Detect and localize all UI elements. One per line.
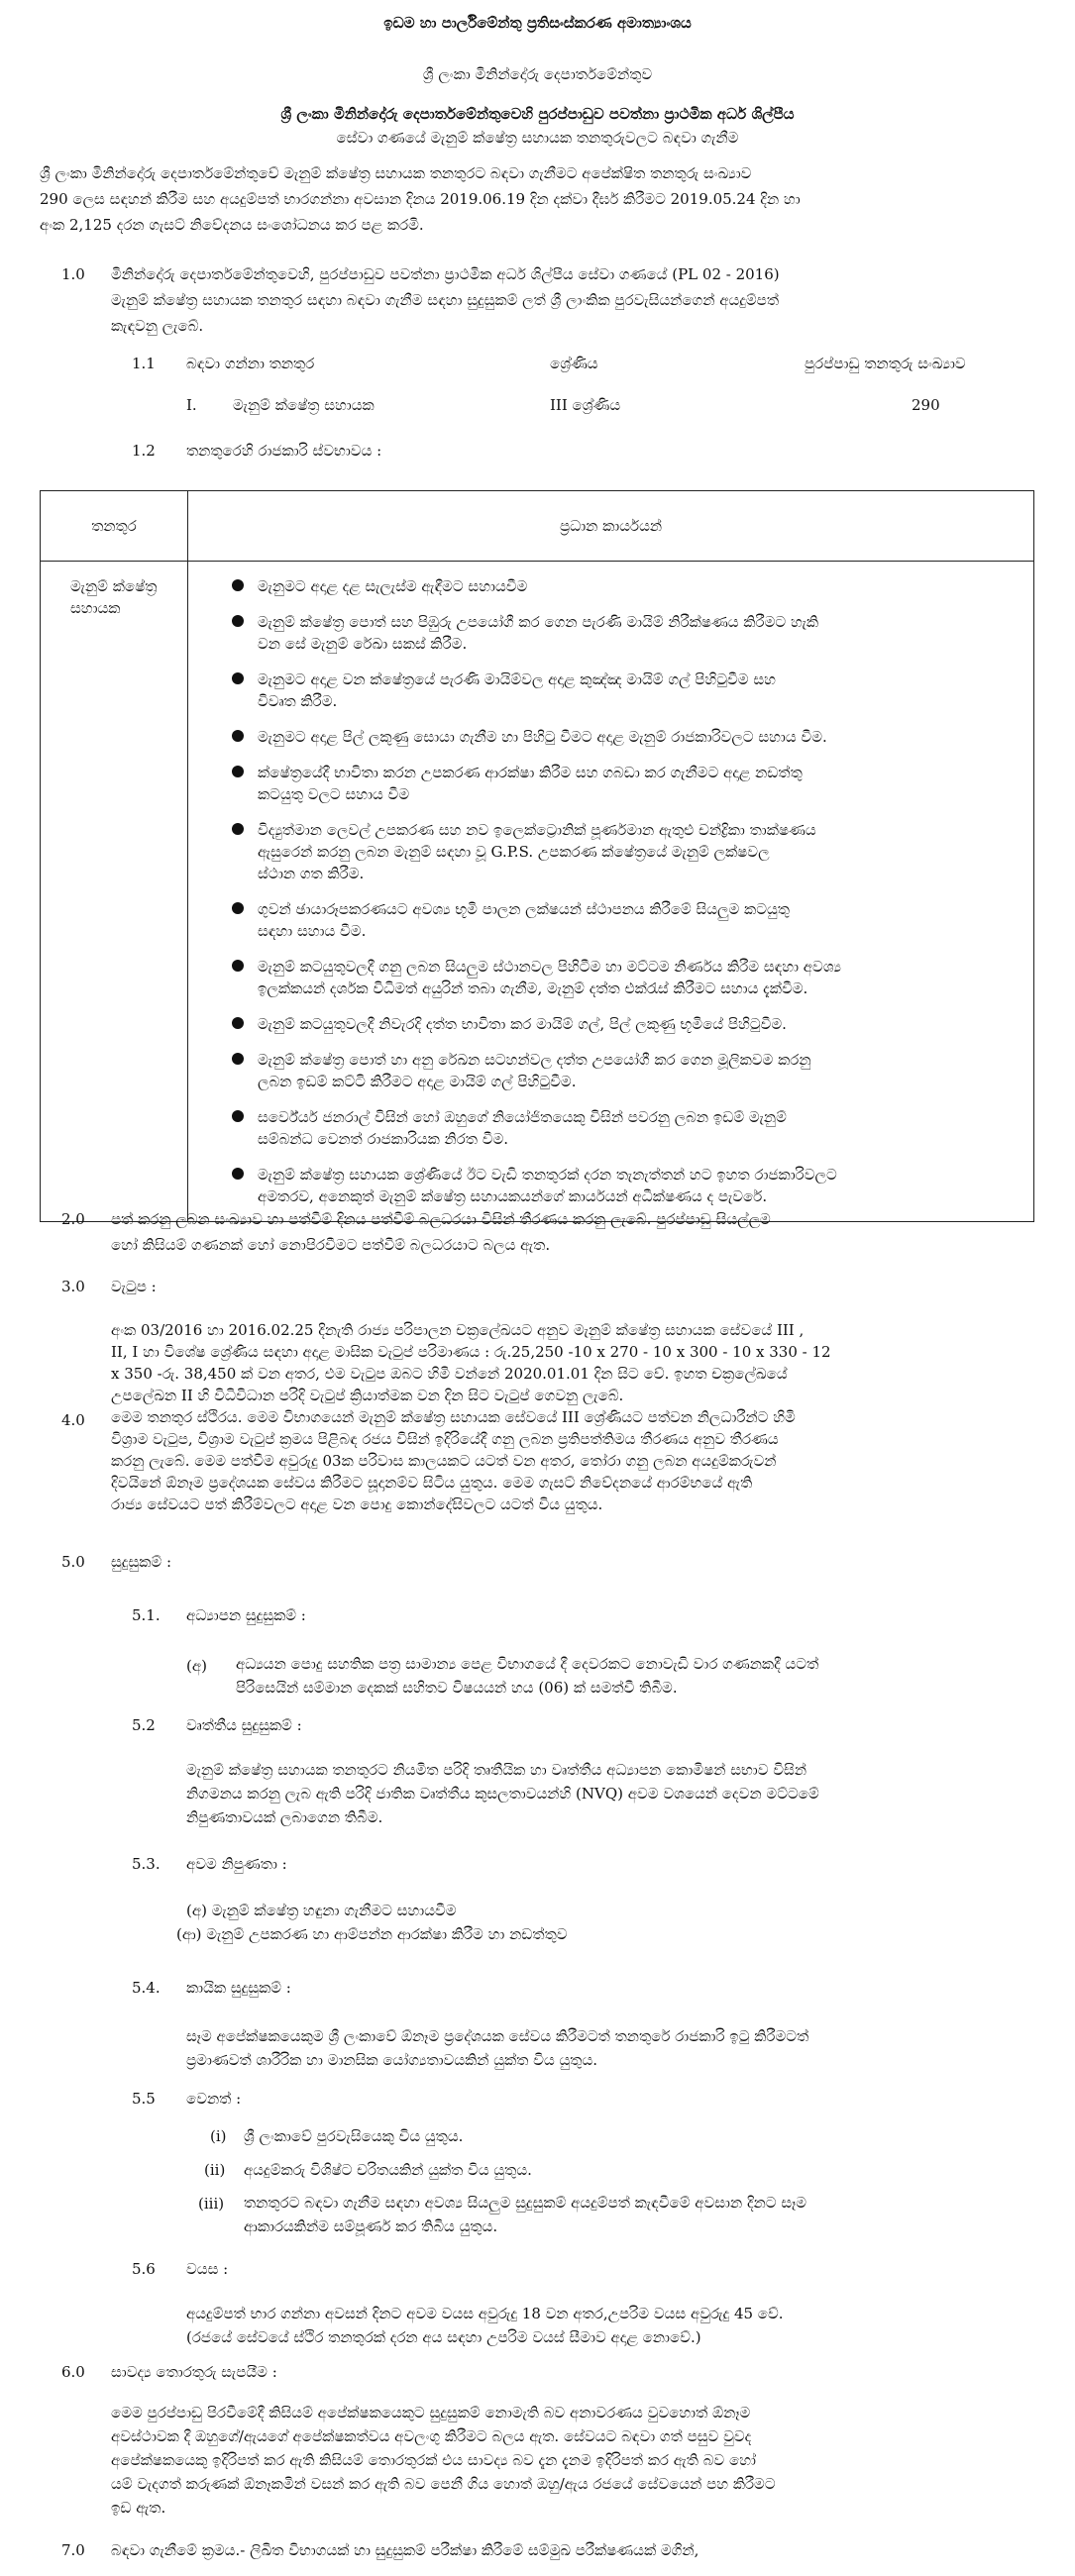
duty-text-line: මැනුමට අදාළ වන ක්ෂේත්‍රයේ පැරණි මායිම්වල අදාළ කුඤ්ඤ මායිම් ගල් පිහිටුවීම සහ: [258, 670, 776, 688]
section-5-5-heading: වෙනත් :: [186, 2090, 242, 2108]
section-5-number: 5.0: [61, 1553, 85, 1571]
duty-text-line: මැනුමට අදාළ පිල් ලකුණු සොයා ගැනීම හා පිහිටු වීමට අදාළ මැනුම් රාජකාරිවලට සහාය වීම.: [258, 728, 827, 746]
section-5-6-heading: වයස :: [186, 2260, 229, 2278]
vacancy-col-grade: ශ්‍රේණිය: [550, 355, 598, 372]
section-6-heading: සාවද්‍ය තොරතුරු සැපයීම :: [111, 2363, 277, 2381]
duty-text-line: කටයුතු වලට සහාය වීම: [258, 785, 410, 803]
section-4-line: විශ්‍රාම වැටුප, විශ්‍රාම වැටුප් ක්‍රමය පිළිබඳ රජය විසින් ඉදිරියේදී ගනු ලබන ප්‍රතිපත්තිමය තීරණය අනුව තීරණය: [111, 1430, 779, 1448]
vacancy-row-count: 290: [912, 396, 940, 414]
section-5-2-number: 5.2: [132, 1716, 156, 1734]
section-1-line: කැඳවනු ලැබේ.: [111, 317, 204, 335]
section-5-4-number: 5.4.: [132, 1979, 161, 1997]
bullet-icon: [232, 1168, 244, 1180]
section-6-line: අපේක්ෂකයෙකු ඉදිරිපත් කර ඇති කිසියම් තොරතුරක් එය සාවද්‍ය බව දැන දැනම ඉදිරිපත් කර ඇති බව හෝ: [111, 2451, 756, 2469]
section-6-line: ඉඩ ඇත.: [111, 2499, 166, 2517]
section-5-2-line: නිගමනය කරනු ලැබ ඇති පරිදි ජාතික වෘත්තීය කුසලතාවයන්හි (NVQ) අවම වශයෙන් දෙවන මට්ටමේ: [186, 1785, 819, 1803]
bullet-icon: [232, 730, 244, 742]
section-5-6-line: (රජයේ සේවයේ ස්ථිර තනතුරක් දරන අය සඳහා උපරිම වයස් සීමාව අදාළ නොවේ.): [186, 2328, 701, 2346]
other-marker: (iii): [198, 2195, 225, 2213]
section-4-line: රාජ්‍ය සේවයට පත් කිරීම්වලට අදාළ වන පොදු කොන්දේසිවලට යටත් විය යුතුය.: [111, 1495, 603, 1513]
bullet-icon: [232, 823, 244, 835]
section-2-line: පත් කරනු ලබන සංඛ්‍යාව හා පත්වීම් දිනය පත්වීම් බලධරයා විසින් තීරණය කරනු ලැබේ. පුරප්පාඩු සියල්ලම: [111, 1210, 771, 1228]
duties-col-duties-header: ප්‍රධාන කාර්යයන්: [188, 491, 1034, 562]
post-title: සේවා ගණයේ මැනුම් ක්ෂේත්‍ර සහායක තනතුරුවලට බඳවා ගැනීම: [336, 129, 739, 147]
duty-text-line: මැනුම් කටයුතුවලදී නිවැරදි දත්ත භාවිතා කර මායිම් ගල්, පිල් ලකුණු භූමියේ පිහිටුවීම.: [258, 1015, 787, 1033]
section-2-line: හෝ කිසියම් ගණනක් හෝ නොපිරවීමට පත්වීම් බලධරයාට බලය ඇත.: [111, 1236, 551, 1254]
section-5-1-line: පිරිසෙයින් සම්මාන දෙකක් සහිතව විෂයයන් හය (06) ක් සමත්වී තිබීම.: [236, 1679, 678, 1697]
duty-item: [188, 1164, 1023, 1207]
duty-text-line: ක්ෂේත්‍රයේදී භාවිතා කරන උපකරණ ආරක්ෂා කිරීම සහ ගබඩා කර ගැනීමට අදාළ නඩත්තු: [258, 764, 803, 781]
bullet-icon: [232, 615, 244, 627]
intro-line: 290 ලෙස සඳහන් කිරීම සහ අයදුම්පත් භාරගන්නා අවසාන දිනය 2019.06.19 දින දක්වා දීර්ඝ කිරීමට 2019.05.24 දින හා: [40, 190, 801, 208]
other-item: [244, 2191, 1026, 2238]
section-3-line: උපලේඛන II හි විධිවිධාන පරිදි වැටුප් ක්‍රියාත්මක වන දින සිට වැටුප් ගෙවනු ලැබේ.: [111, 1387, 624, 1404]
duty-item: [188, 1106, 1023, 1150]
section-6-number: 6.0: [61, 2363, 85, 2381]
duty-text-line: මැනුම් ක්ෂේත්‍ර සහායක ශ්‍රේණියේ ඊට වැඩි තනතුරක් දරන තැනැත්තන් හට ඉහත රාජකාරිවලට: [258, 1166, 837, 1184]
other-item-line: ආකාරයකින්ම සම්පූර්ණ කර තිබිය යුතුය.: [244, 2217, 498, 2235]
duty-item: [188, 1049, 1023, 1092]
duty-item: [188, 956, 1023, 999]
section-5-3-number: 5.3.: [132, 1855, 161, 1873]
section-3-line: අංක 03/2016 හා 2016.02.25 දිනැති රාජ්‍ය පරිපාලන චක්‍රලේඛයට අනුව මැනුම් ක්ෂේත්‍ර සහායක සේවයේ III ,: [111, 1321, 805, 1339]
ministry-name: ඉඩම හා පාර්ලිමේන්තු ප්‍රතිසංස්කරණ අමාත්‍යාංශය: [383, 14, 692, 32]
duties-list-cell: [188, 562, 1034, 1222]
section-7-number: 7.0: [61, 2541, 85, 2559]
section-5-2-heading: වෘත්තීය සුදුසුකම් :: [186, 1716, 302, 1734]
section-5-1-number: 5.1.: [132, 1606, 161, 1624]
bullet-icon: [232, 579, 244, 591]
duty-text-line: විද්‍යුත්මාන ලෙවල් උපකරණ සහ නව ඉලෙක්ට්‍රොනික් පූර්ණමාන ඇතුළු චන්ද්‍රිකා තාක්ෂණය: [258, 821, 816, 839]
other-item: අයදුම්කරු විශිෂ්ට චරිතයකින් යුක්ත විය යුතුය.: [244, 2161, 532, 2179]
section-5-4-text: [186, 2024, 1028, 2072]
section-1-number: 1.0: [61, 265, 85, 283]
duty-text-line: ලබන ඉඩම් කට්ටි කිරීමට අදාළ මායිම් ගල් පිහිටුවීම.: [258, 1073, 577, 1090]
vacancy-row-index: I.: [186, 396, 197, 414]
section-5-2-line: මැනුම් ක්ෂේත්‍ර සහායක තනතුරට නියමිත පරිදි තෘතීයික හා වෘත්තීය අධ්‍යාපන කොමිෂන් සභාව විසින්: [186, 1761, 807, 1779]
section-4-line: මෙම තනතුර ස්ථිරය. මෙම විභාගයෙන් මැනුම් ක්ෂේත්‍ර සහායක සේවයේ III ශ්‍රේණියට පත්වන නිලධාරීන්ට හිමි: [111, 1408, 796, 1426]
intro-paragraph: [40, 160, 1034, 238]
duty-item: [188, 762, 1023, 805]
duty-text-line: සම්බන්ධ වෙනත් රාජකාරියක නිරත වීම.: [258, 1130, 509, 1148]
section-7-text: බඳවා ගැනීමේ ක්‍රමය.- ලිඛිත විභාගයක් හා සුදුසුකම් පරීක්ෂා කිරීමේ සම්මුඛ පරීක්ෂණයක් මගින්,: [111, 2541, 699, 2559]
duty-item: [188, 819, 1023, 884]
duty-text-line: මැනුමට අදාළ දළ සැලැස්ම ඇඳීමට සහායවීම: [258, 577, 528, 595]
section-1-1-number: 1.1: [132, 355, 156, 372]
duty-text-line: මැනුම් ක්ෂේත්‍ර පොත් හා අනු රේඛන සටහන්වල දත්ත උපයෝගී කර ගෙන මූලිකවම කරනු: [258, 1051, 811, 1069]
section-1-line: මිනින්දෝරු දෙපාර්තමේන්තුවෙහි, පුරප්පාඩුව පවත්නා ප්‍රාථමික අර්ධ ශිල්පීය සේවා ගණයේ (PL 02 - 2016): [111, 265, 780, 283]
other-marker: (ii): [204, 2161, 226, 2179]
section-3-line: II, I හා විශේෂ ශ්‍රේණිය සඳහා අදාළ මාසික වැටුප් පරිමාණය : රු.25,250 -10 x 270 - 10 x 300 - 10 x 330 - 12: [111, 1343, 831, 1361]
duty-item: [188, 898, 1023, 942]
section-2-number: 2.0: [61, 1210, 85, 1228]
competency-item: (ආ) මැනුම් උපකරණ හා ආම්පන්න ආරක්ෂා කිරීම හා නඩත්තුව: [176, 1925, 568, 1943]
section-2-text: [111, 1206, 1032, 1258]
section-5-6-line: අයදුම්පත් භාර ගන්නා අවසන් දිනට අවම වයස අවුරුදු 18 වන අතර,උපරිම වයස අවුරුදු 45 වේ.: [186, 2305, 784, 2322]
section-1-2-text: තනතුරෙහි රාජකාරි ස්වභාවය :: [186, 442, 382, 460]
section-3-line: x 350 -රු. 38,450 ක් වන අතර, එම වැටුප ඔබට හිමි වන්නේ 2020.01.01 දින සිට වේ. ඉහත චක්‍රලේඛයේ: [111, 1365, 788, 1383]
section-4-number: 4.0: [61, 1411, 85, 1429]
vacancy-row-grade: III ශ්‍රේණිය: [550, 396, 621, 414]
bullet-icon: [232, 1110, 244, 1122]
section-5-4-line: ප්‍රමාණවත් ශාරීරික හා මානසික යෝග්‍යතාවයකින් යුක්ත විය යුතුය.: [186, 2051, 598, 2069]
section-1-text: [111, 261, 1032, 339]
section-5-2-text: [186, 1758, 1028, 1829]
bullet-icon: [232, 1053, 244, 1065]
duty-text-line: සඳහා සහාය වීම.: [258, 922, 367, 940]
duty-item: [188, 575, 1023, 597]
section-1-line: මැනුම් ක්ෂේත්‍ර සහායක තනතුර සඳහා බඳවා ගැනීම සඳහා සුදුසුකම් ලත් ශ්‍රී ලාංකික පුරවැසියන්ගෙන් අයදුම්පත්: [111, 291, 780, 309]
duties-post-cell: [41, 562, 188, 1222]
department-name: ශ්‍රී ලංකා මිනින්දෝරු දෙපාර්තමේන්තුව: [422, 65, 653, 83]
competency-item: (අ) මැනුම් ක්ෂේත්‍ර හඳුනා ගැනීමට සහායවීම: [186, 1902, 457, 1919]
duties-table: [40, 490, 1034, 1222]
duty-item: [188, 1013, 1023, 1035]
section-3-heading: වැටුප :: [111, 1278, 157, 1295]
section-4-text: [111, 1406, 1032, 1515]
section-5-5-number: 5.5: [132, 2090, 156, 2108]
section-5-1-marker: (අ): [186, 1657, 207, 1675]
section-5-heading: සුදුසුකම් :: [111, 1553, 172, 1571]
bullet-icon: [232, 960, 244, 972]
section-5-6-text: [186, 2302, 1028, 2349]
duties-table-header-row: [41, 491, 1034, 562]
bullet-icon: [232, 1017, 244, 1029]
duty-item: [188, 726, 1023, 748]
other-item: ශ්‍රී ලංකාවේ පුරවැසියෙකු විය යුතුය.: [244, 2127, 464, 2145]
vacancy-col-post: බඳවා ගන්නා තනතුර: [186, 355, 315, 372]
section-5-2-line: නිපුණතාවයක් ලබාගෙන තිබීම.: [186, 1808, 383, 1826]
section-5-3-heading: අවම නිපුණතා :: [186, 1855, 287, 1873]
duty-text-line: ස්ථාන ගත කිරීම.: [258, 865, 365, 882]
section-4-line: දිවයිනේ ඕනෑම ප්‍රදේශයක සේවය කිරීමට සූදානම්ව සිටිය යුතුය. මෙම ගැසට් නිවේදනයේ ආරම්භයේ ඇති: [111, 1474, 753, 1492]
duties-table-row: [41, 562, 1034, 1222]
section-5-6-number: 5.6: [132, 2260, 156, 2278]
duty-text-line: ඇසුරෙන් කරනු ලබන මැනුම් සඳහා වූ G.P.S. උපකරණ ක්ෂේත්‍රයේ මැනුම් ලක්ෂවල: [258, 843, 770, 861]
duties-post-line: සහායක: [70, 599, 121, 617]
duty-text-line: විවෘත කිරීම.: [258, 692, 338, 710]
bullet-icon: [232, 672, 244, 684]
section-6-line: යම් වැදගත් කරුණක් ඕනෑකමින් වසන් කර ඇති බව පෙනී ගිය හොත් ඔහු/ඇය රජයේ සේවයෙන් පහ කිරීමට: [111, 2475, 776, 2493]
duty-text-line: අමතරව, අනෙකුත් මැනුම් ක්ෂේත්‍ර සහායකයන්ගේ කාර්යයන් අධීක්ෂණය ද පැවරේ.: [258, 1187, 768, 1205]
section-5-4-heading: කායික සුදුසුකම් :: [186, 1979, 291, 1997]
section-4-line: කරනු ලැබේ. මෙම පත්වීම අවුරුදු 03ක පරිවාස කාලයකට යටත් වන අතර, තෝරා ගනු ලබන අයදුම්කරුවන්: [111, 1452, 777, 1470]
duties-post-line: මැනුම් ක්ෂේත්‍ර: [70, 577, 158, 595]
bullet-icon: [232, 766, 244, 777]
service-title: ශ්‍රී ලංකා මිනින්දෝරු දෙපාර්තමේන්තුවෙහි පුරප්පාඩුව පවත්නා ප්‍රාථමික අර්ධ ශිල්පීය: [280, 105, 795, 123]
bullet-icon: [232, 902, 244, 914]
duty-text-line: වන සේ මැනුම් රේඛා සකස් කිරීම.: [258, 635, 468, 653]
duty-item: [188, 611, 1023, 655]
vacancy-col-count: පුරප්පාඩු තනතුරු සංඛ්‍යාව: [805, 355, 966, 372]
section-3-text: [111, 1319, 1032, 1406]
duty-text-line: ගුවන් ඡායාරූපකරණයට අවශ්‍ය භූමි පාලන ලක්ෂයන් ස්ථාපනය කිරීමේ සියලුම කටයුතු: [258, 900, 790, 918]
section-5-1-text: [236, 1652, 1028, 1700]
duty-item: [188, 669, 1023, 712]
duty-text-line: ඉලක්කයන් දර්ශක විධිමත් අයුරින් තබා ගැනීම, මැනුම් දත්ත එක්රැස් කිරීමට සහාය දැක්වීම.: [258, 979, 808, 997]
section-1-2-number: 1.2: [132, 442, 156, 460]
section-5-1-heading: අධ්‍යාපන සුදුසුකම් :: [186, 1606, 306, 1624]
section-3-number: 3.0: [61, 1278, 85, 1295]
intro-line: ශ්‍රී ලංකා මිනින්දෝරු දෙපාර්තමේන්තුවේ මැනුම් ක්ෂේත්‍ර සහායක තනතුරට බඳවා ගැනීමට අපේක්ෂිත තනතුරු සංඛ්‍යාව: [40, 164, 752, 182]
intro-line: අංක 2,125 දරන ගැසට් නිවේදනය සංශෝධනය කර පළ කරමි.: [40, 216, 424, 234]
duty-text-line: මැනුම් කටයුතුවලදී ගනු ලබන සියලුම ස්ථානවල පිහිටීම හා මට්ටම නිර්ණය කිරීම සඳහා අවශ්‍ය: [258, 958, 842, 976]
duty-text-line: සර්වේයර් ජනරාල් විසින් හෝ ඔහුගේ නියෝජිතයෙකු විසින් පවරනු ලබන ඉඩම් මැනුම්: [258, 1108, 787, 1126]
section-5-1-line: අධ්‍යයන පොදු සහතික පත්‍ර සාමාන්‍ය පෙළ විභාගයේ දී දෙවරකට නොවැඩි වාර ගණනකදී යටත්: [236, 1655, 819, 1673]
section-6-line: මෙම පුරප්පාඩු පිරවීමේදී කිසියම් අපේක්ෂකයෙකුට සුදුසුකම් නොමැති බව අනාවරණය වුවහොත් ඕනෑම: [111, 2404, 751, 2421]
section-5-4-line: සෑම අපේක්ෂකයෙකුම ශ්‍රී ලංකාවේ ඕනෑම ප්‍රදේශයක සේවය කිරීමටත් තනතුරේ රාජකාරි ඉටු කිරීමටත්: [186, 2027, 809, 2045]
duties-list: [188, 562, 1033, 1207]
other-item-line: තනතුරට බඳවා ගැනීම සඳහා අවශ්‍ය සියලුම සුදුසුකම් අයදුම්පත් කැඳවීමේ අවසාන දිනට සෑම: [244, 2194, 807, 2212]
vacancy-row-post: මැනුම් ක්ෂේත්‍ර සහායක: [233, 396, 375, 414]
duty-text-line: මැනුම් ක්ෂේත්‍ර පොත් සහ පිඹුරු උපයෝගී කර ගෙන පැරණි මායිම් නිරීක්ෂණය කිරීමට හැකි: [258, 613, 819, 631]
section-6-text: [111, 2401, 1032, 2520]
section-6-line: අවස්ථාවක දී ඔහුගේ/ඇයගේ අපේක්ෂකත්වය අවලංගු කිරීමට බලය ඇත. සේවයට බඳවා ගත් පසුව වුවද: [111, 2427, 752, 2445]
duties-col-post-header: තනතුර: [41, 491, 188, 562]
other-marker: (i): [210, 2127, 227, 2145]
